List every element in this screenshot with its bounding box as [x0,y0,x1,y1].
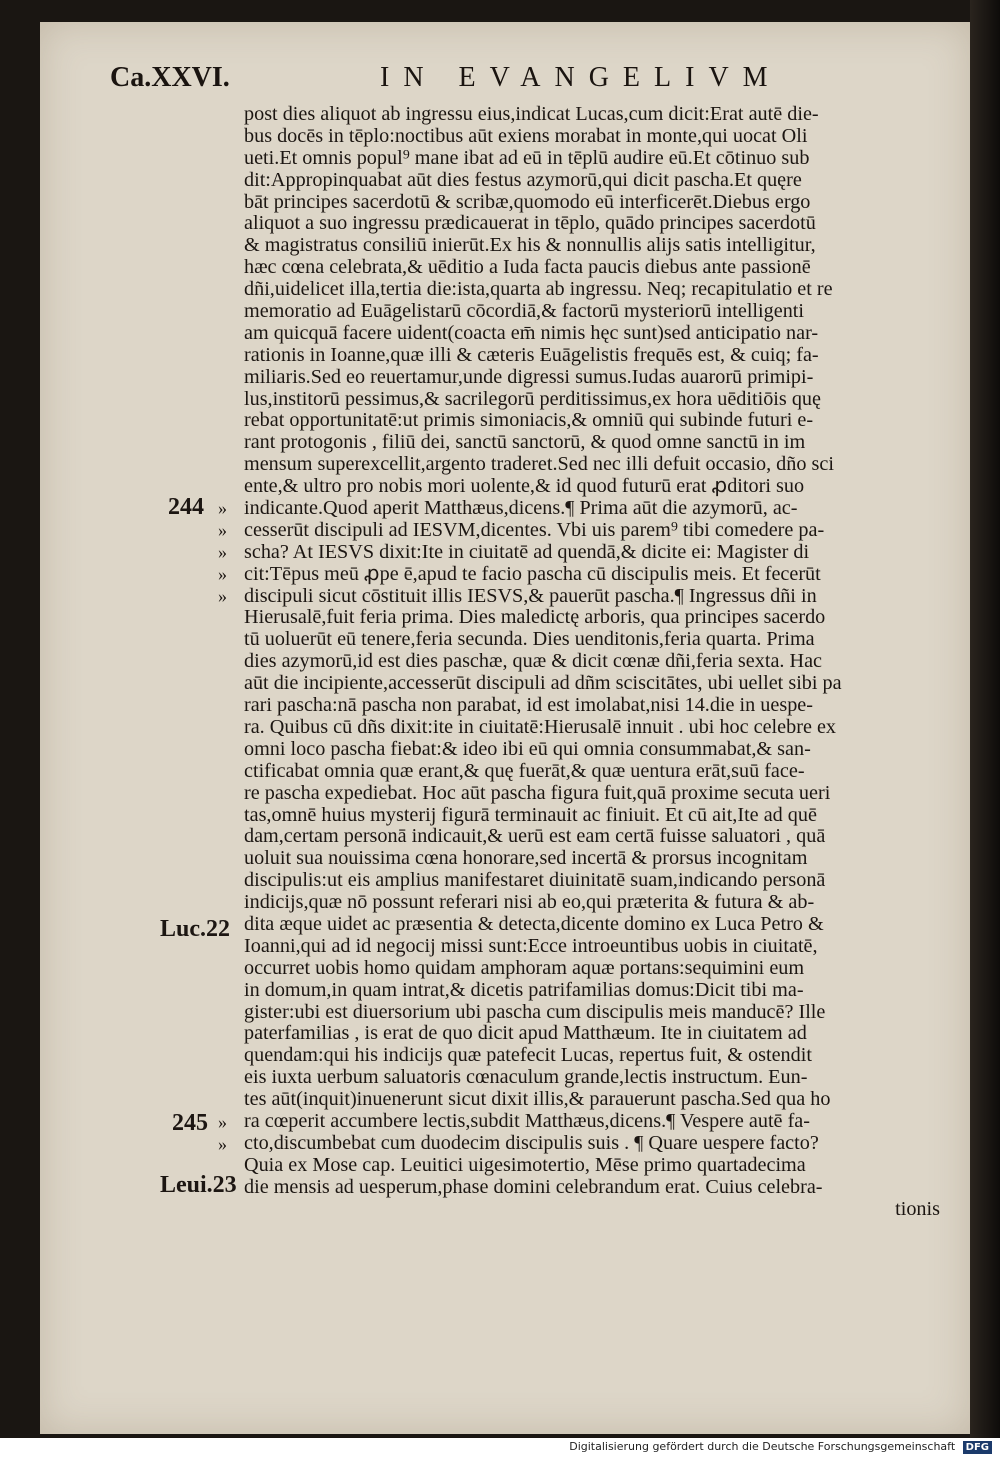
text-line: rebat opportunitatē:ut primis simoniacis,& omniū qui subinde futuri e- [244,410,814,432]
text-line: dñi,uidelicet illa,tertia die:ista,quarta ab ingressu. Neq; recapitulatio et re [244,279,833,301]
dfg-logo: DFG [963,1441,992,1454]
text-line: aūt die incipiente,accesserūt discipuli ad dñm sciscitātes, ubi uellet sibi pa [244,673,842,695]
text-line: discipuli sicut cōstituit illis IESVS,& pauerūt pascha.¶ Ingressus dñi in [244,585,817,607]
text-line: cesserūt discipuli ad IESVM,dicentes. Vbi uis parem⁹ tibi comedere pa- [244,519,825,541]
text-line: occurret uobis homo quidam amphoram aquæ portans:sequimini eum [244,957,805,979]
text-line: re pascha expediebat. Hoc aūt pascha figura fuit,quā proxime secuta ueri [244,782,831,804]
margin-ref-244: 244 [168,494,204,520]
quote-marker: » [218,520,227,540]
text-line: Ioanni,qui ad id negocij missi sunt:Ecce introeuntibus uobis in ciuitatē, [244,935,818,957]
quote-marker: » [218,564,227,584]
text-line: indicijs,quæ nō possunt referari nisi ab eo,qui præterita & futura & ab- [244,892,815,914]
digitization-footer [569,1440,992,1454]
text-line: memoratio ad Euāgelistarū cōcordiā,& factorū mysteriorū intelligenti [244,301,805,323]
quote-marker: » [218,1134,227,1154]
text-line: miliaris.Sed eo reuertamur,unde digressi sumus.Iudas auarorū primipi- [244,366,814,388]
text-line: hæc cœna celebrata,& uēditio a Iuda facta paucis diebus ante passionē [244,257,811,279]
text-line: indicante.Quod aperit Matthæus,dicens.¶ Prima aūt die azymorū, ac- [244,498,798,520]
quote-marker: » [218,586,227,606]
margin-ref-leui: Leui.23 [160,1172,237,1198]
text-line: lus,institorū pessimus,& sacrilegorū perditissimus,ex hora uēditiōis quę [244,388,821,410]
text-line: tas,omnē huius mysterij figurā terminauit ac finiuit. Et cū ait,Ite ad quē [244,804,817,826]
text-line: cit:Tēpus meū ꝓpe ē,apud te facio pascha cū discipulis meis. Et fecerūt [244,563,821,585]
text-line: rant protogonis , filiū dei, sanctū sanctorū, & quod omne sanctū in im [244,432,806,454]
text-line: paterfamilias , is erat de quo dicit apud Matthæum. Ite in ciuitatem ad [244,1023,807,1045]
text-line: quendam:qui his indicijs quæ patefecit Lucas, repertus fuit, & ostendit [244,1045,812,1067]
text-line: rationis in Ioanne,quæ illi & cæteris Euāgelistis frequēs est, & cuiq; fa- [244,344,819,366]
text-line: mensum superexcellit,argento traderet.Sed nec illi defuit occasio, dño sci [244,454,834,476]
margin-ref-luc: Luc.22 [160,916,231,942]
book-title: IN EVANGELIVM [380,62,782,93]
text-line: post dies aliquot ab ingressu eius,indicat Lucas,cum dicit:Erat autē die- [244,104,819,125]
text-line: omni loco pascha fiebat:& ideo ibi eū qui omnia consummabat,& san- [244,738,811,760]
text-line: ueti.Et omnis popul⁹ mane ibat ad eū in tēplū audire eū.Et cōtinuo sub [244,147,810,169]
text-line: dita æque uidet ac præsentia & detecta,dicente domino ex Luca Petro & [244,913,824,935]
text-line: scha? At IESVS dixit:Ite in ciuitatē ad quendā,& dicite ei: Magister di [244,541,810,563]
text-line: die mensis ad uesperum,phase domini celebrandum erat. Cuius celebra- [244,1176,823,1198]
quote-marker: » [218,498,227,518]
text-line: ctificabat omnia quæ erant,& quę fuerāt,& quæ uentura erāt,suū face- [244,760,805,782]
text-line: ra cœperit accumbere lectis,subdit Matthæus,dicens.¶ Vespere autē fa- [244,1110,810,1132]
text-line: tū uoluerūt eū tenere,feria secunda. Dies uenditonis,feria quarta. Prima [244,629,815,651]
quote-marker: » [218,542,227,562]
running-head [110,62,970,98]
footer-text: Digitalisierung gefördert durch die Deutsche Forschungsgemeinschaft [569,1440,956,1453]
text-line: & magistratus consiliū inierūt.Ex his & nonnullis alijs satis intelligitur, [244,235,816,257]
quote-marker: » [218,1112,227,1132]
text-line: in domum,in quam intrat,& dicetis patrifamilias domus:Dicit tibi ma- [244,979,804,1001]
text-line: rari pascha:nā pascha non parabat, id est imolabat,nisi 14.die in uespe- [244,695,813,717]
margin-ref-245: 245 [172,1110,208,1136]
text-line: am quicquā facere uident(coacta em̄ nimis hęc sunt)sed anticipatio nar- [244,322,819,344]
text-line: gister:ubi est diuersorium ubi pascha cum discipulis meis manducē? Ille [244,1001,826,1023]
text-line: ente,& ultro pro nobis mori uolente,& id quod futurū erat ꝓditori suo [244,476,805,498]
scan-dark-edge [970,0,1000,1438]
text-line: bus docēs in tēplo:noctibus aūt exiens morabat in monte,qui uocat Oli [244,125,808,147]
text-line: aliquot a suo ingressu prædicauerat in tēplo, quādo principes sacerdotū [244,213,816,235]
text-line: tes aūt(inquit)inuenerunt sicut dixit illis,& parauerunt pascha.Sed qua ho [244,1089,831,1111]
text-line: dit:Appropinquabat aūt dies festus azymorū,qui dicit pascha.Et quęre [244,169,802,191]
text-line: uoluit sua nouissima cœna honorare,sed incertā & prorsus incognitam [244,848,808,870]
text-line: ra. Quibus cū dñs dixit:ite in ciuitatē:Hierusalē innuit . ubi hoc celebre ex [244,716,837,738]
chapter-label: Ca.XXVI. [110,62,230,93]
text-line: dies azymorū,id est dies paschæ, quæ & dicit cœnæ dñi,feria sexta. Hac [244,651,823,673]
text-line: bāt principes sacerdotū & scribæ,quomodo eū interficerēt.Diebus ergo [244,191,811,213]
text-line: eis iuxta uerbum saluatoris cœnaculum grande,lectis instructum. Eun- [244,1067,808,1089]
body-text [244,104,944,1220]
text-line: Hierusalē,fuit feria prima. Dies maledictę arboris, qua principes sacerdo [244,607,826,629]
catchword: tionis [895,1198,940,1220]
text-line: cto,discumbebat cum duodecim discipulis suis . ¶ Quare uespere facto? [244,1132,819,1154]
text-line: Quia ex Mose cap. Leuitici uigesimotertio, Mēse primo quartadecima [244,1154,806,1176]
text-line: dam,certam personā indicauit,& uerū est eam certā fuisse saluatori , quā [244,826,826,848]
text-line: discipulis:ut eis amplius manifestaret diuinitatē suam,indicando personā [244,870,826,892]
